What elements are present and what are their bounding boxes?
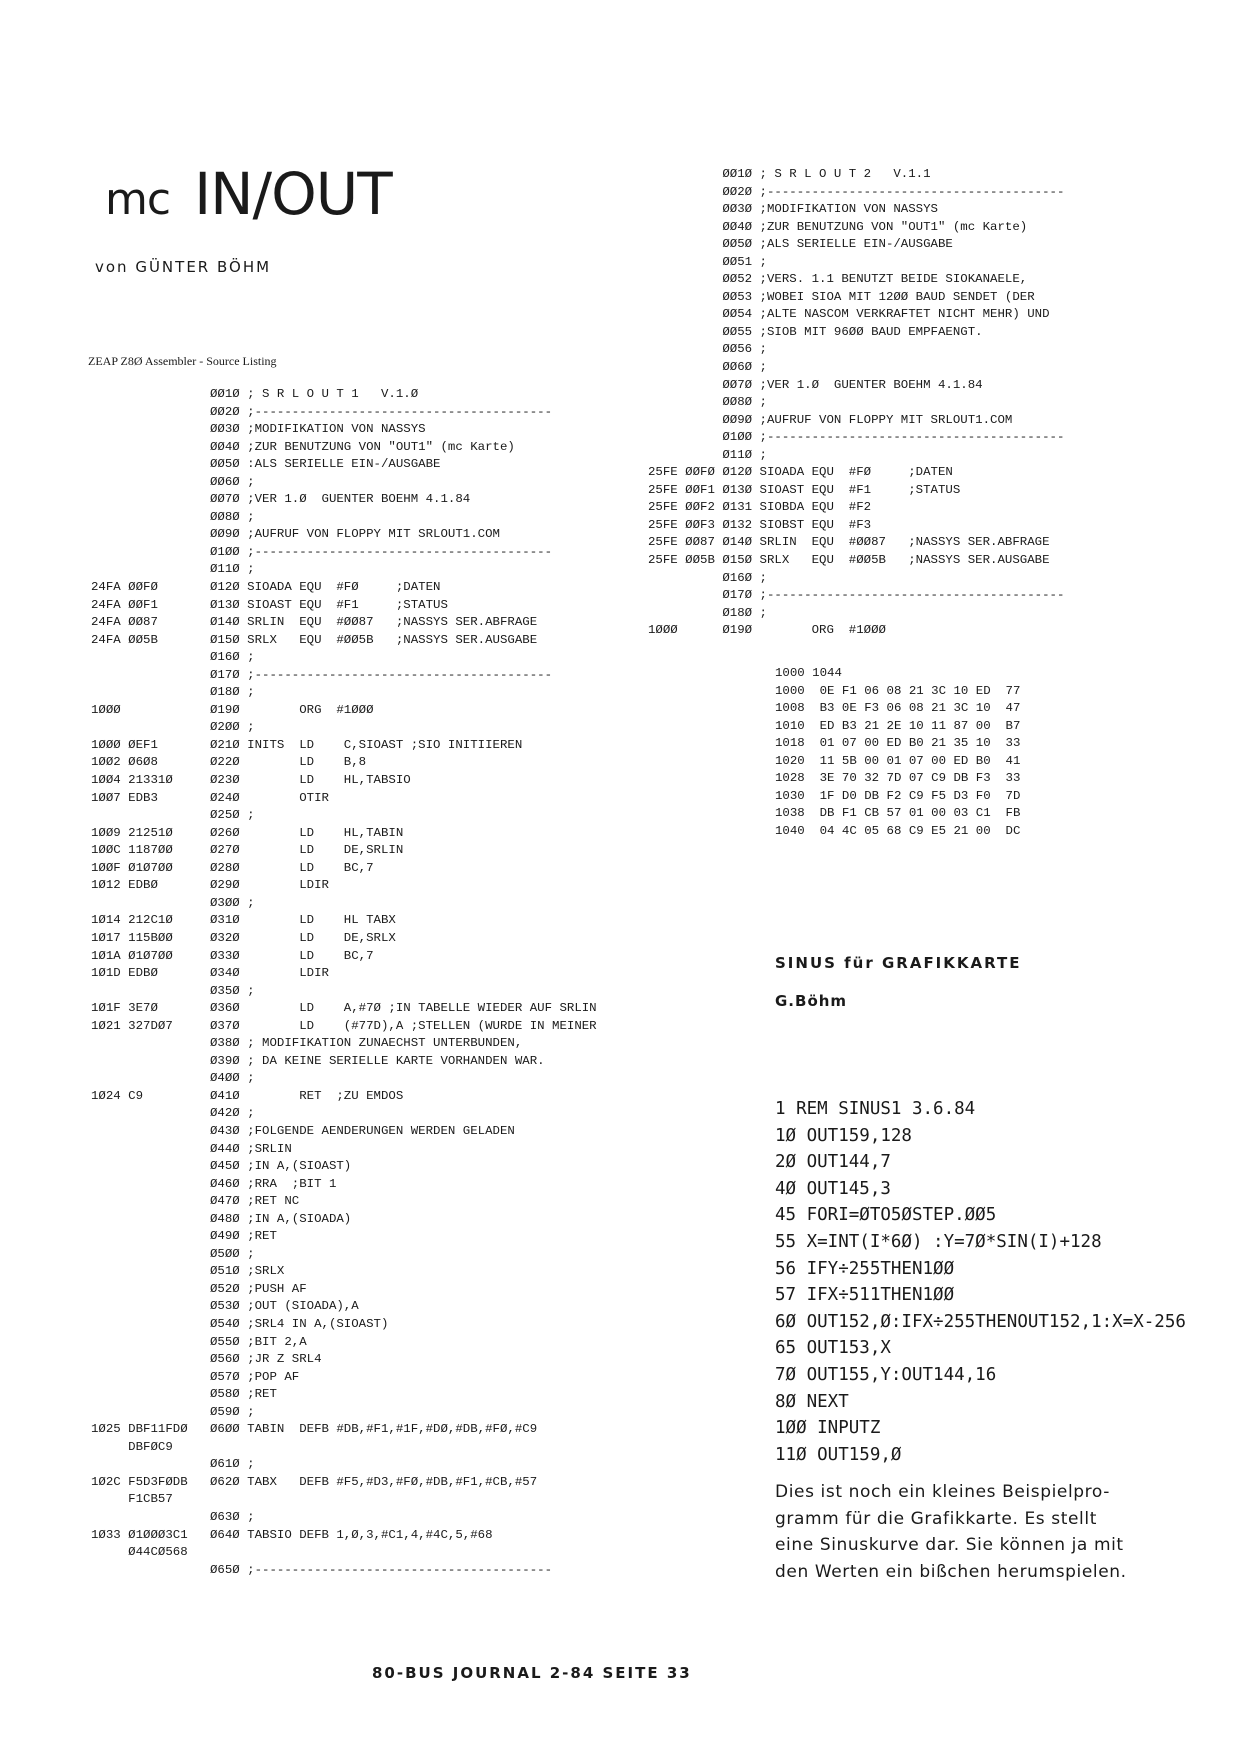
hexdump-line: 1040 04 4C 05 68 C9 E5 21 00 DC xyxy=(775,823,1021,838)
listing-line: ØØ8Ø ; xyxy=(648,395,767,410)
listing-line: Ø16Ø ; xyxy=(648,570,767,585)
description-line: Dies ist noch ein kleines Beispielpro- xyxy=(775,1482,1110,1502)
basic-line: 55 X=INT(I*6Ø) :Y=7Ø*SIN(I)+128 xyxy=(775,1231,1102,1252)
listing-line: 1Ø1F 3E7Ø Ø36Ø LD A,#7Ø ;IN TABELLE WIEDER AUF SRLIN xyxy=(91,1001,597,1016)
listing-line: 25FE ØØF3 Ø132 SIOBST EQU #F3 xyxy=(648,517,872,532)
listing-line: ØØ55 ;SIOB MIT 96ØØ BAUD EMPFAENGT. xyxy=(648,324,983,339)
listing-line: ØØ4Ø ;ZUR BENUTZUNG VON "OUT1" (mc Karte) xyxy=(648,219,1028,234)
listing-line: Ø63Ø ; xyxy=(91,1510,255,1524)
hexdump-line: 1028 3E 70 32 7D 07 C9 DB F3 33 xyxy=(775,771,1021,786)
listing-line: 1Ø1D EDBØ Ø34Ø LDIR xyxy=(91,966,329,981)
listing-line: Ø25Ø ; xyxy=(91,808,255,823)
title-main: IN/OUT xyxy=(194,160,392,228)
description-paragraph xyxy=(775,1479,1205,1585)
description-line: den Werten ein bißchen herumspielen. xyxy=(775,1561,1127,1582)
listing-line: 1Ø14 212C1Ø Ø31Ø LD HL TABX xyxy=(91,913,396,928)
listing-line: Ø61Ø ; xyxy=(91,1457,255,1472)
listing-line: 1ØØ9 21251Ø Ø26Ø LD HL,TABIN xyxy=(91,825,404,840)
listing-line: Ø58Ø ;RET xyxy=(91,1387,277,1402)
listing-line: Ø2ØØ ; xyxy=(91,720,255,735)
listing-line: ØØ54 ;ALTE NASCOM VERKRAFTET NICHT MEHR) UND xyxy=(648,307,1050,322)
listing-line: Ø44Ø ;SRLIN xyxy=(91,1141,292,1156)
listing-line: Ø49Ø ;RET xyxy=(91,1229,277,1244)
article-byline: von GÜNTER BÖHM xyxy=(95,258,272,276)
listing-line: ØØ56 ; xyxy=(648,342,767,357)
listing-line: Ø56Ø ;JR Z SRL4 xyxy=(91,1352,322,1367)
listing-line: ØØ9Ø ;AUFRUF VON FLOPPY MIT SRLOUT1.COM xyxy=(91,527,500,542)
listing-line: 1Ø24 C9 Ø41Ø RET ;ZU EMDOS xyxy=(91,1088,404,1103)
listing-line: 1ØØC 1187ØØ Ø27Ø LD DE,SRLIN xyxy=(91,843,404,858)
basic-line: 4Ø OUT145,3 xyxy=(775,1178,891,1199)
hexdump-line: 1020 11 5B 00 01 07 00 ED B0 41 xyxy=(775,753,1021,768)
listing-line: 25FE ØØ5B Ø15Ø SRLX EQU #ØØ5B ;NASSYS SER.AUSGABE xyxy=(648,553,1050,568)
listing-line: Ø38Ø ; MODIFIKATION ZUNAECHST UNTERBUNDEN, xyxy=(91,1036,523,1051)
listing-line: Ø17Ø ;---------------------------------------- xyxy=(91,667,553,682)
listing-line: 1ØØ7 EDB3 Ø24Ø OTIR xyxy=(91,790,329,805)
hexdump-line: 1010 ED B3 21 2E 10 11 87 00 B7 xyxy=(775,718,1021,733)
listing-line: DBFØC9 xyxy=(91,1439,173,1454)
listing-line: 25FE ØØF1 Ø13Ø SIOAST EQU #F1 ;STATUS xyxy=(648,482,961,497)
listing-line: Ø43Ø ;FOLGENDE AENDERUNGEN WERDEN GELADEN xyxy=(91,1123,515,1138)
basic-line: 1 REM SINUS1 3.6.84 xyxy=(775,1099,976,1119)
listing-line: 24FA ØØF1 Ø13Ø SIOAST EQU #F1 ;STATUS xyxy=(91,597,448,612)
description-line: eine Sinuskurve dar. Sie können ja mit xyxy=(775,1535,1124,1555)
listing-line: 1Ø21 327DØ7 Ø37Ø LD (#77D),A ;STELLEN (WURDE IN MEINER xyxy=(91,1018,597,1033)
listing-line: ØØ6Ø ; xyxy=(648,360,767,375)
listing-line: Ø16Ø ; xyxy=(91,650,255,665)
basic-line: 2Ø OUT144,7 xyxy=(775,1152,891,1173)
listing-line: Ø3ØØ ; xyxy=(91,895,255,910)
listing-line: 1ØØØ Ø19Ø ORG #1ØØØ xyxy=(91,702,374,717)
listing-line: ØØ53 ;WOBEI SIOA MIT 12ØØ BAUD SENDET (DER xyxy=(648,289,1035,304)
listing-line: Ø53Ø ;OUT (SIOADA),A xyxy=(91,1299,359,1314)
listing-line: Ø18Ø ; xyxy=(648,605,767,620)
listing-line: ØØ2Ø ;---------------------------------------- xyxy=(648,184,1065,199)
listing-line: Ø17Ø ;---------------------------------------- xyxy=(648,588,1065,603)
section-title: SINUS für GRAFIKKARTE xyxy=(775,954,1022,972)
listing-line: F1CB57 xyxy=(91,1492,173,1507)
listing-line: ØØ3Ø ;MODIFIKATION VON NASSYS xyxy=(648,202,938,217)
listing-line: Ø5ØØ ; xyxy=(91,1246,255,1261)
listing-line: ØØ1Ø ; S R L O U T 2 V.1.1 xyxy=(648,167,931,181)
hex-dump xyxy=(775,665,1020,840)
basic-line: 6Ø OUT152,Ø:IFX÷255THENOUT152,1:X=X-256 xyxy=(775,1311,1186,1332)
listing-line: 24FA ØØ87 Ø14Ø SRLIN EQU #ØØ87 ;NASSYS SER.ABFRAGE xyxy=(91,615,538,630)
hexdump-line: 1018 01 07 00 ED B0 21 35 10 33 xyxy=(775,736,1021,751)
hexdump-line: 1000 1044 xyxy=(775,666,842,680)
listing-line: ØØ52 ;VERS. 1.1 BENUTZT BEIDE SIOKANAELE, xyxy=(648,272,1028,287)
listing-line: 1Ø2C F5D3FØDB Ø62Ø TABX DEFB #F5,#D3,#FØ,#DB,#F1,#CB,#57 xyxy=(91,1474,538,1489)
listing-line: 1ØØ2 Ø6Ø8 Ø22Ø LD B,8 xyxy=(91,755,367,770)
listing-line: Ø4ØØ ; xyxy=(91,1071,255,1086)
basic-line: 11Ø OUT159,Ø xyxy=(775,1444,902,1465)
basic-line: 1Ø OUT159,128 xyxy=(775,1125,912,1146)
basic-program xyxy=(775,1096,1186,1468)
listing-line: 1Ø33 Ø1ØØØ3C1 Ø64Ø TABSIO DEFB 1,Ø,3,#C1,4,#4C,5,#68 xyxy=(91,1527,493,1542)
listing-line: Ø39Ø ; DA KEINE SERIELLE KARTE VORHANDEN WAR. xyxy=(91,1053,545,1068)
basic-line: 45 FORI=ØTO5ØSTEP.ØØ5 xyxy=(775,1205,997,1226)
listing-line: 25FE ØØFØ Ø12Ø SIOADA EQU #FØ ;DATEN xyxy=(648,465,953,480)
listing-line: Ø59Ø ; xyxy=(91,1404,255,1419)
listing-line: Ø42Ø ; xyxy=(91,1106,255,1121)
listing-line: ØØ5Ø ;ALS SERIELLE EIN-/AUSGABE xyxy=(648,237,953,252)
listing-line: Ø35Ø ; xyxy=(91,983,255,998)
listing-line: Ø47Ø ;RET NC xyxy=(91,1194,300,1209)
listing-line: 1Ø25 DBF11FDØ Ø6ØØ TABIN DEFB #DB,#F1,#1F,#DØ,#DB,#FØ,#C9 xyxy=(91,1422,538,1437)
basic-line: 65 OUT153,X xyxy=(775,1338,891,1359)
listing-line: ØØ6Ø ; xyxy=(91,474,255,489)
listing-line: Ø44CØ568 xyxy=(91,1545,188,1560)
listing-line: 24FA ØØ5B Ø15Ø SRLX EQU #ØØ5B ;NASSYS SER.AUSGABE xyxy=(91,632,538,647)
listing-line: ØØ5Ø :ALS SERIELLE EIN-/AUSGABE xyxy=(91,457,441,472)
basic-line: 1ØØ INPUTZ xyxy=(775,1418,881,1439)
listing-line: Ø65Ø ;---------------------------------------- xyxy=(91,1562,553,1577)
basic-line: 56 IFY÷255THEN1ØØ xyxy=(775,1258,955,1279)
source-listing-srlout2 xyxy=(648,166,1064,640)
listing-header: ZEAP Z8Ø Assembler - Source Listing xyxy=(88,354,277,368)
listing-line: 1ØØ4 21331Ø Ø23Ø LD HL,TABSIO xyxy=(91,773,411,788)
listing-line: Ø54Ø ;SRL4 IN A,(SIOAST) xyxy=(91,1316,389,1331)
basic-line: 57 IFX÷511THEN1ØØ xyxy=(775,1285,955,1306)
listing-line: ØØ9Ø ;AUFRUF VON FLOPPY MIT SRLOUT1.COM xyxy=(648,412,1013,427)
listing-line: ØØ7Ø ;VER 1.Ø GUENTER BOEHM 4.1.84 xyxy=(91,492,471,507)
listing-line: ØØ51 ; xyxy=(648,254,767,269)
listing-line: Ø55Ø ;BIT 2,A xyxy=(91,1334,307,1349)
listing-line: ØØ8Ø ; xyxy=(91,509,255,524)
source-listing-srlout1 xyxy=(91,386,597,1579)
hexdump-line: 1030 1F D0 DB F2 C9 F5 D3 F0 7D xyxy=(775,788,1021,803)
listing-line: Ø45Ø ;IN A,(SIOAST) xyxy=(91,1159,352,1174)
listing-line: 1ØØØ ØEF1 Ø21Ø INITS LD C,SIOAST ;SIO INITIIEREN xyxy=(91,737,523,752)
listing-line: Ø57Ø ;POP AF xyxy=(91,1369,300,1384)
listing-line: ØØ3Ø ;MODIFIKATION VON NASSYS xyxy=(91,422,426,437)
listing-line: 1Ø1A Ø1Ø7ØØ Ø33Ø LD BC,7 xyxy=(91,948,374,963)
listing-line: ØØ7Ø ;VER 1.Ø GUENTER BOEHM 4.1.84 xyxy=(648,377,983,392)
hexdump-line: 1038 DB F1 CB 57 01 00 03 C1 FB xyxy=(775,806,1021,821)
hexdump-line: 1000 0E F1 06 08 21 3C 10 ED 77 xyxy=(775,683,1021,698)
listing-line: 1ØØF Ø1Ø7ØØ Ø28Ø LD BC,7 xyxy=(91,860,374,875)
listing-line: 25FE ØØ87 Ø14Ø SRLIN EQU #ØØ87 ;NASSYS SER.ABFRAGE xyxy=(648,535,1050,550)
listing-line: Ø48Ø ;IN A,(SIOADA) xyxy=(91,1211,352,1226)
basic-line: 8Ø NEXT xyxy=(775,1391,849,1412)
listing-line: Ø1ØØ ;---------------------------------------- xyxy=(648,430,1065,445)
listing-line: 25FE ØØF2 Ø131 SIOBDA EQU #F2 xyxy=(648,500,872,515)
hexdump-line: 1008 B3 0E F3 06 08 21 3C 10 47 xyxy=(775,701,1021,716)
listing-line: Ø11Ø ; xyxy=(91,562,255,577)
listing-line: ØØ2Ø ;---------------------------------------- xyxy=(91,404,553,419)
listing-line: 1Ø12 EDBØ Ø29Ø LDIR xyxy=(91,878,329,893)
listing-line: Ø11Ø ; xyxy=(648,447,767,462)
article-title xyxy=(105,160,392,228)
listing-line: Ø46Ø ;RRA ;BIT 1 xyxy=(91,1176,337,1191)
listing-line: Ø18Ø ; xyxy=(91,685,255,700)
listing-line: Ø51Ø ;SRLX xyxy=(91,1264,285,1279)
page-footer: 80-BUS JOURNAL 2-84 SEITE 33 xyxy=(372,1664,692,1682)
listing-line: ØØ4Ø ;ZUR BENUTZUNG VON "OUT1" (mc Karte) xyxy=(91,439,515,454)
listing-line: 1Ø17 115BØØ Ø32Ø LD DE,SRLX xyxy=(91,930,396,945)
listing-line: 24FA ØØFØ Ø12Ø SIOADA EQU #FØ ;DATEN xyxy=(91,580,441,595)
basic-line: 7Ø OUT155,Y:OUT144,16 xyxy=(775,1364,997,1385)
title-prefix: mc xyxy=(105,174,171,225)
listing-line: ØØ1Ø ; S R L O U T 1 V.1.Ø xyxy=(91,387,419,401)
listing-line: Ø1ØØ ;---------------------------------------- xyxy=(91,544,553,559)
listing-line: Ø52Ø ;PUSH AF xyxy=(91,1281,307,1296)
listing-line: 1ØØØ Ø19Ø ORG #1ØØØ xyxy=(648,623,886,638)
section-author: G.Böhm xyxy=(775,992,848,1010)
description-line: gramm für die Grafikkarte. Es stellt xyxy=(775,1508,1097,1529)
